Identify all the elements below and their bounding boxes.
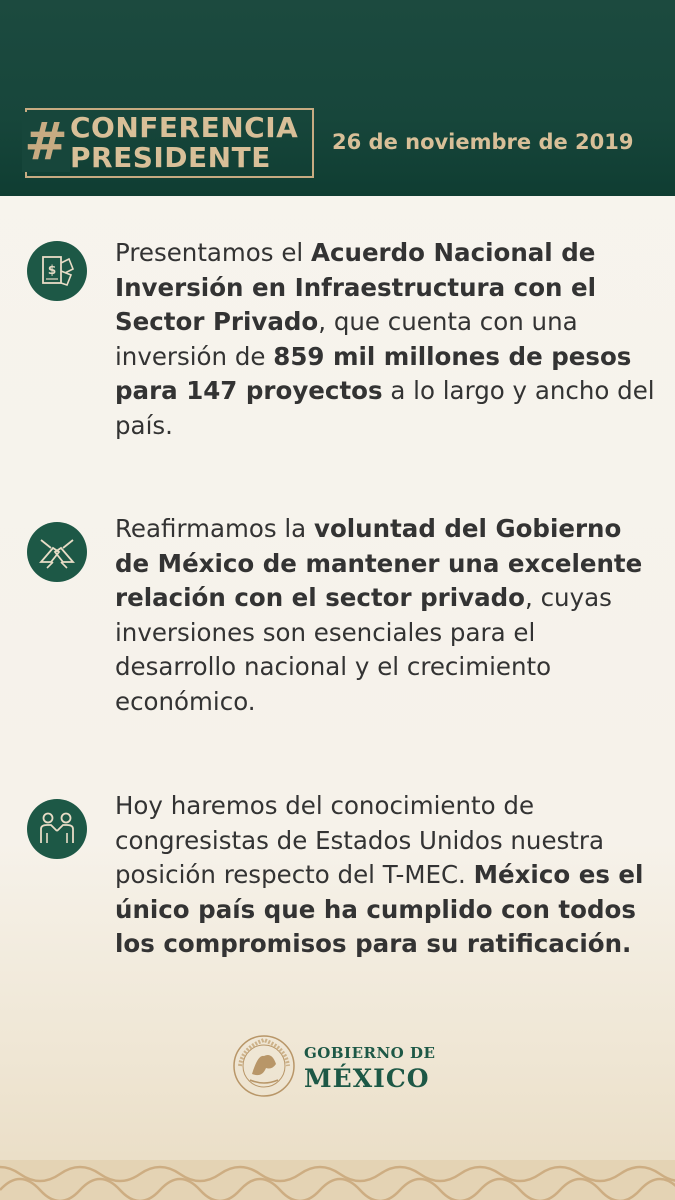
- bold-text-segment: voluntad del Gobierno de México de mantener una excelente relación con el sector privado: [115, 514, 643, 612]
- org-name-line2: MÉXICO: [304, 1064, 430, 1093]
- text-segment: Reafirmamos la: [115, 514, 314, 543]
- svg-text:$: $: [47, 263, 57, 277]
- org-name-line1: GOBIERNO DE: [304, 1044, 436, 1062]
- handshake-icon: [27, 522, 87, 582]
- item-text: [115, 789, 655, 962]
- text-segment: , que cuenta con una inversión de: [115, 307, 578, 371]
- header-banner: [0, 0, 675, 196]
- gobierno-logo: [232, 1034, 462, 1098]
- hashtag-title: [70, 113, 298, 173]
- hashtag-line2: PRESIDENTE: [70, 141, 271, 174]
- bold-text-segment: Acuerdo Nacional de Inversión en Infraestructura con el Sector Privado: [115, 238, 597, 336]
- hashtag-line1: CONFERENCIA: [70, 111, 299, 144]
- bold-text-segment: 859 mil millones de pesos para 147 proyectos: [115, 341, 632, 405]
- people-meeting-icon: [27, 799, 87, 859]
- item-text: [115, 236, 655, 443]
- money-document-icon: [27, 241, 87, 301]
- decorative-pattern: [0, 1160, 675, 1200]
- coat-of-arms-icon: [232, 1034, 296, 1098]
- hashtag-icon: #: [22, 112, 70, 172]
- text-segment: Presentamos el: [115, 238, 312, 267]
- conference-date: 26 de noviembre de 2019: [332, 130, 634, 154]
- bold-text-segment: México es el único país que ha cumplido con todos los compromisos para su ratificación.: [115, 860, 644, 958]
- text-segment: a lo largo y ancho del país.: [115, 376, 655, 440]
- text-segment: Hoy haremos del conocimiento de congresistas de Estados Unidos nuestra posición respecto del T-MEC.: [115, 791, 604, 889]
- text-segment: , cuyas inversiones son esenciales para el desarrollo nacional y el crecimiento económico.: [115, 583, 612, 716]
- item-text: [115, 512, 655, 719]
